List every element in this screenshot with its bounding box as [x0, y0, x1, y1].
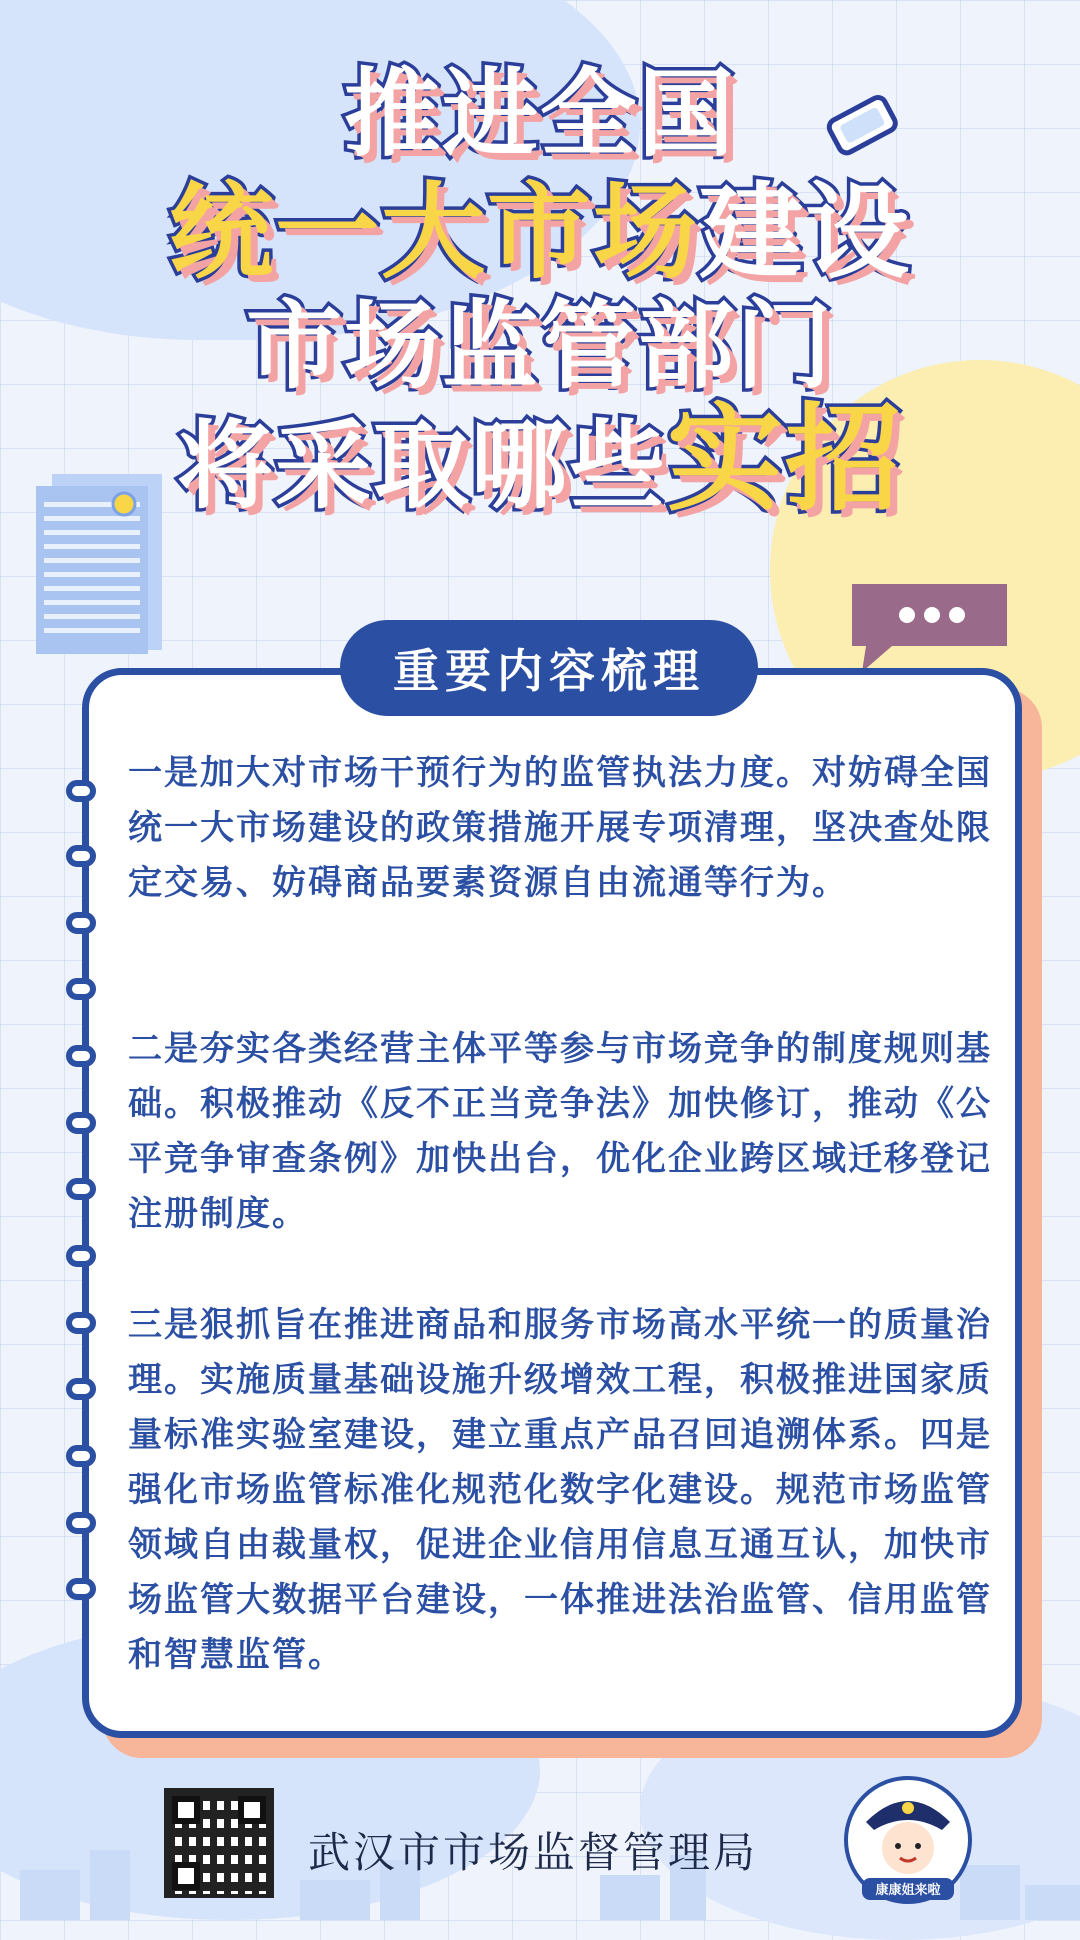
paragraph-2: 二是夯实各类经营主体平等参与市场竞争的制度规则基础。积极推动《反不正当竞争法》加快修订，推动《公平竞争审查条例》加快出台，优化企业跨区域迁移登记注册制度。: [128, 1029, 992, 1234]
binder-ring: [66, 845, 96, 867]
title-text-4: 将采取哪些: [177, 410, 667, 522]
binder-ring: [66, 912, 96, 934]
chat-bubble-icon: [852, 584, 1012, 674]
footer-organization: 武汉市市场监督管理局: [308, 1828, 759, 1877]
paragraph-3: 三是狠抓旨在推进商品和服务市场高水平统一的质量治理。实施质量基础设施升级增效工程，积极推进国家质量标准实验室建设，建立重点产品召回追溯体系。四是强化市场监管标准化规范化数字化建设。规范市场监管领域自由裁量权，促进企业信用信息互通互认，加快市场监管大数据平台建设，一体推进法治监管、信用监管和智慧监管。: [128, 1305, 992, 1675]
binder-ring: [66, 1312, 96, 1334]
binder-ring: [66, 1178, 96, 1200]
title-line-3: [0, 290, 1080, 402]
title-text-1: 推进全国: [344, 58, 736, 170]
binder-ring: [66, 1445, 96, 1467]
binder-ring: [66, 1512, 96, 1534]
binder-ring: [66, 1045, 96, 1067]
binder-ring: [66, 780, 96, 802]
mascot-icon: [838, 1770, 978, 1910]
binder-ring: [66, 1245, 96, 1267]
qr-code-icon[interactable]: [164, 1788, 274, 1898]
title-highlight-market: 统一大市场: [168, 171, 699, 293]
binder-ring: [66, 978, 96, 1000]
mascot-label: 康康姐来啦: [875, 1883, 941, 1898]
title-highlight-measures: 实招: [667, 392, 903, 527]
title-line-2: [0, 171, 1080, 293]
binder-ring: [66, 1578, 96, 1600]
title-text-2: 建设: [699, 171, 912, 293]
title-text-3: 市场监管部门: [246, 290, 834, 402]
title-line-1: [0, 58, 1080, 170]
binder-ring: [66, 1378, 96, 1400]
section-header: 重要内容梳理: [340, 620, 758, 716]
binder-ring: [66, 1112, 96, 1134]
document-icon: [30, 468, 170, 658]
paragraph-1: 一是加大对市场干预行为的监管执法力度。对妨碍全国统一大市场建设的政策措施开展专项清理，坚决查处限定交易、妨碍商品要素资源自由流通等行为。: [128, 753, 992, 903]
